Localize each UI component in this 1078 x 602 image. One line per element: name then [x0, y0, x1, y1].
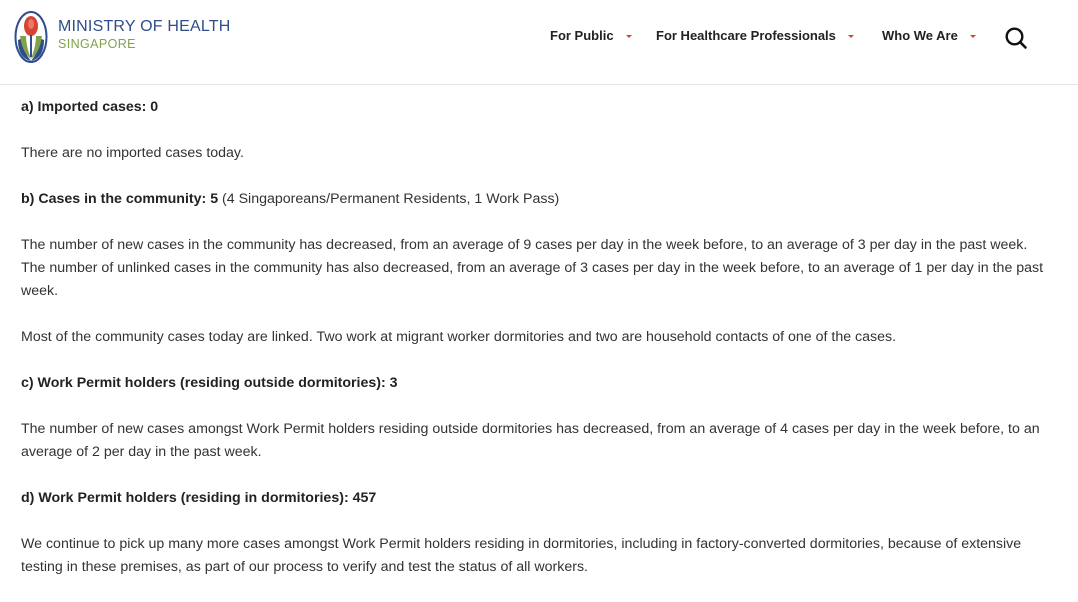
section-heading-outside-dorms: c) Work Permit holders (residing outside dormitories): 3: [21, 375, 398, 391]
nav-who-we-are-label: Who We Are: [882, 28, 958, 43]
paragraph-community-linked: Most of the community cases today are linked. Two work at migrant worker dormitories and two are household contacts of one of the cases.: [21, 329, 897, 345]
main-nav: [0, 28, 1078, 48]
logo-subtitle: SINGAPORE: [58, 37, 136, 51]
paragraph-community-trend: The number of new cases in the community has decreased, from an average of 9 cases per day in the week before, to an average of 3 per day in the past week. The number of unlinked cases in the community has also decreased, from an average of 3 cases per day in the week before, to an average of 1 per day in the past week.: [21, 237, 1044, 299]
section-heading-imported: a) Imported cases: 0: [21, 99, 159, 115]
article-content: [21, 96, 1051, 602]
logo-title: MINISTRY OF HEALTH: [58, 18, 231, 35]
nav-for-public-label: For Public: [550, 28, 614, 43]
nav-for-healthcare-professionals-label: For Healthcare Professionals: [656, 28, 836, 43]
site-header: [0, 0, 1078, 85]
chevron-down-icon: [626, 35, 632, 38]
paragraph-imported: There are no imported cases today.: [21, 145, 244, 161]
nav-for-healthcare-professionals[interactable]: [656, 28, 854, 43]
chevron-down-icon: [848, 35, 854, 38]
section-heading-in-dorms: d) Work Permit holders (residing in dormitories): 457: [21, 490, 377, 506]
chevron-down-icon: [970, 35, 976, 38]
search-icon[interactable]: [1004, 26, 1028, 50]
paragraph-outside-dorms: The number of new cases amongst Work Permit holders residing outside dormitories has decreased, from an average of 4 cases per day in the week before, to an average of 2 per day in the past week.: [21, 421, 1040, 460]
paragraph-in-dorms: We continue to pick up many more cases amongst Work Permit holders residing in dormitories, including in factory-converted dormitories, because of extensive testing in these premises, as part of our process to verify and test the status of all workers.: [21, 536, 1022, 575]
nav-who-we-are[interactable]: [882, 28, 976, 43]
section-heading-community: b) Cases in the community: 5 (4 Singaporeans/Permanent Residents, 1 Work Pass): [21, 191, 560, 207]
nav-for-public[interactable]: [550, 28, 632, 43]
community-breakdown: (4 Singaporeans/Permanent Residents, 1 Work Pass): [218, 191, 560, 207]
